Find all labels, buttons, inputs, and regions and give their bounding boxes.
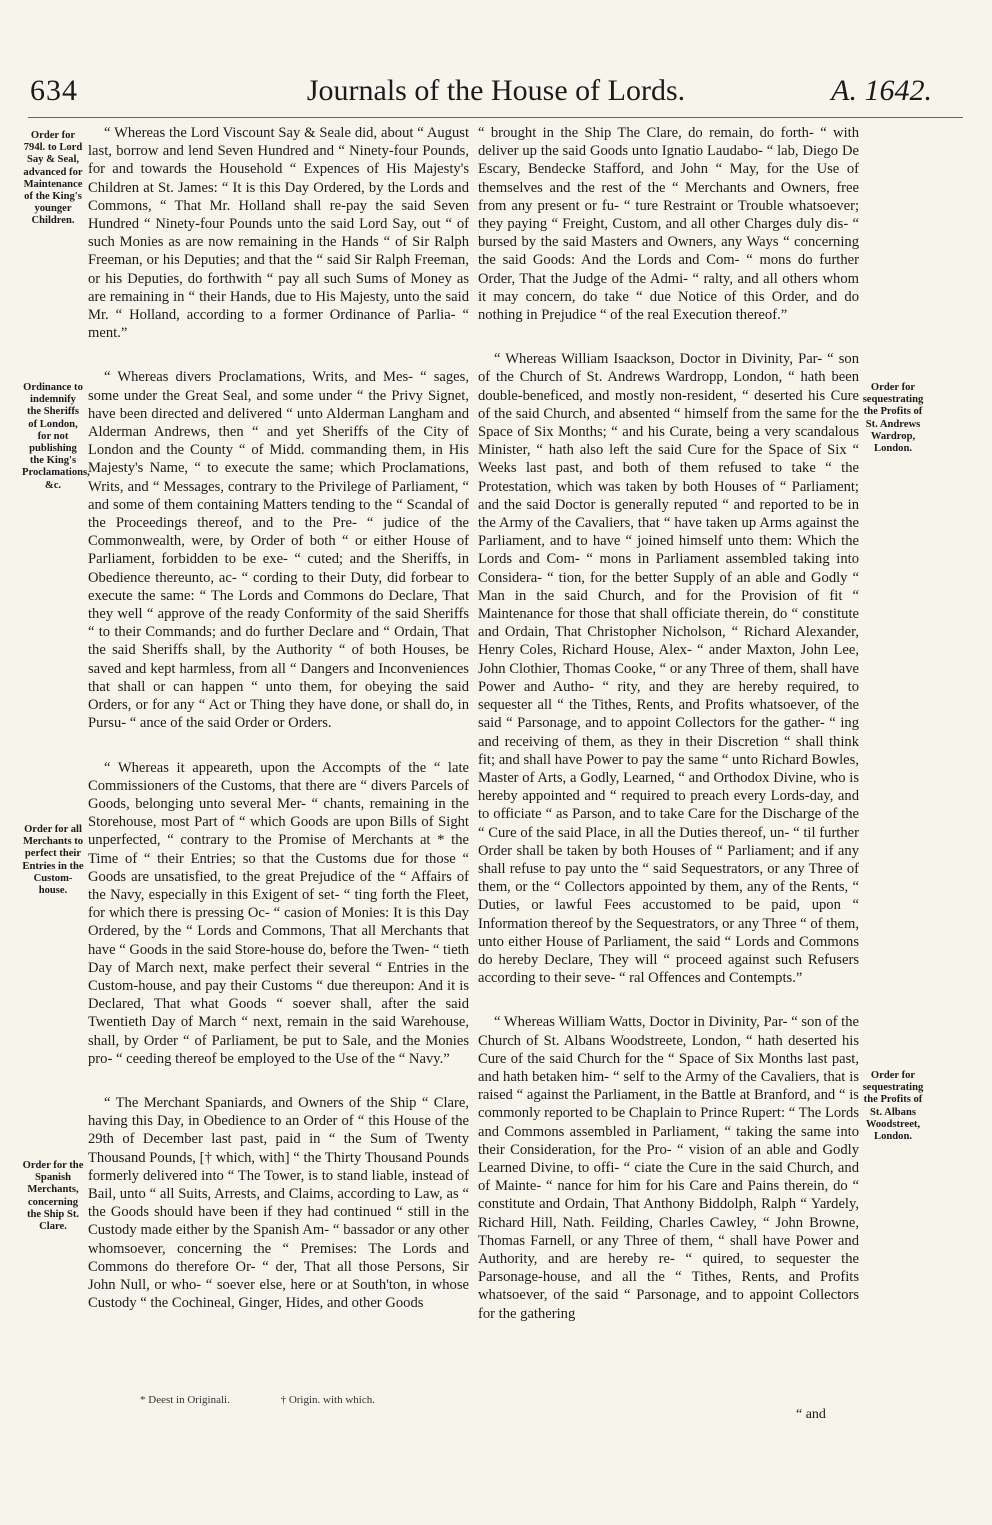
header-rule: [28, 117, 963, 118]
paragraph-custom-house: “ Whereas it appeareth, upon the Accompts of the “ late Commissioners of the Customs, that there are “ divers Parcels of Goods, belonging unto several Mer- “ chants, remaining in the Storehouse, most Part of “ which Goods are upon Bills of Sight unperfected, “ contrary to the Promise of Merchants at * the Time of “ their Entries; so that the Customs due for those “ Goods are unsatisfied, to the great Prejudice of the “ Affairs of the Navy, especially in this Exigent of set- “ ting forth the Fleet, for which there is pressing Oc- “ casion of Monies: It is this Day Ordered, by the “ Lords and Commons, That all Merchants that have “ Goods in the said Store-house do, before the Twen- “ tieth Day of March next, make perfect their several “ Entries in the Custom-house, and pay their Customs “ due thereupon: And it is Declared, That what Goods “ soever shall, after the said Twentieth Day of March “ next, remain in the said Warehouse, shall, by Order “ of Parliament, be put to Sale, and the Monies pro- “ ceeding thereof be employed to the Use of the “ Navy.”: [88, 759, 469, 1067]
margin-note-lord-say: Order for 794l. to Lord Say & Seal, advanced for Maintenance of the King's younger Children.: [23, 130, 83, 227]
paragraph-spanish-merchants: “ The Merchant Spaniards, and Owners of the Ship “ Clare, having this Day, in Obedience to an Order of “ this House of the 29th of December last past, paid in “ the Sum of Twenty Thousand Pounds, [† which, with] “ the Thirty Thousand Pounds formerly delivered into “ The Tower, is to stand liable, instead of Bail, unto “ all Suits, Arrests, and Claims, according to Law, as “ the Goods should have been if they had continued “ still in the Custody made either by the Spanish Am- “ bassador or any other whomsoever, concerning the “ Premises: The Lords and Commons do therefore Or- “ der, That all those Persons, Sir John Null, or who- “ soever else, here or at South'ton, in whose Custody “ the Cochineal, Ginger, Hides, and other Goods: [88, 1094, 469, 1312]
paragraph-st-albans: “ Whereas William Watts, Doctor in Divinity, Par- “ son of the Church of St. Albans Woodstreete, London, “ hath deserted his Cure of the said Church for the “ Space of Six Months last past, and hath betaken him- “ self to the Army of the Cavaliers, that is raised “ against the Parliament, in the Battle at Branford, and “ is commonly reported to be Chaplain to Prince Rupert: “ The Lords and Commons assembled in Parliament, “ taking the same into their Consideration, for the Pro- “ vision of an able and Godly Learned Divine, to offi- “ ciate the Cure in the said Church, and of Mainte- “ nance for him for his Care and Pains therein, do “ constitute and Ordain, That Anthony Biddolph, Ralph “ Yardely, Richard Hill, Nath. Feilding, Charles Cawley, “ John Browne, Thomas Farnell, or any Three of them, “ shall have Power and Authority, and are hereby re- “ quired, to sequester the Parsonage-house, and all the “ Tithes, Rents, and Profits whatsoever, of the said “ Parsonage, and to appoint Collectors for the gathering: [478, 1014, 859, 1322]
page-header: [0, 74, 992, 114]
margin-note-sheriffs: Ordinance to indemnify the Sheriffs of London, for not publishing the King's Proclamations, &c.: [22, 382, 90, 491]
footnote-origin: † Origin. with which.: [280, 1394, 375, 1406]
left-column: [88, 124, 469, 1324]
paragraph-lord-say: “ Whereas the Lord Viscount Say & Seale did, about “ August last, borrow and lend Seven Hundred and “ Ninety-four Pounds, for and towards the Household “ Expences of His Majesty's Children at St. James: “ It is this Day Ordered, by the Lords and Commons, “ That Mr. Holland shall re-pay the said Seven Hundred “ Ninety-four Pounds unto the said Lord Say, out “ of such Monies as are now remaining in the Hands “ of Sir Ralph Freeman, or his Deputies; and that the “ said Sir Ralph Freeman, or his Deputies, do forthwith “ pay all such Sums of Money as are remaining in “ their Hands, due to His Majesty, unto the said Mr. “ Holland, according to a former Ordinance of Parlia- “ ment.”: [88, 125, 469, 342]
footnote-deest: * Deest in Originali.: [140, 1394, 230, 1406]
margin-note-st-andrews: Order for sequestrating the Profits of St. Andrews Wardrop, London.: [862, 382, 924, 455]
page-number: 634: [30, 74, 78, 107]
catchword: “ and: [796, 1407, 826, 1422]
page-title: Journals of the House of Lords.: [306, 74, 686, 107]
paragraph-sheriffs: “ Whereas divers Proclamations, Writs, and Mes- “ sages, some under the Great Seal, and some under “ the Privy Signet, have been directed and delivered “ unto Alderman Langham and Alderman Andrews, then “ and yet Sheriffs of the City of London and the County “ of Midd. commanding them, in His Majesty's Name, “ to execute the same; which Proclamations, Writs, and “ Messages, contrary to the Privilege of Parliament, “ and some of them containing Matters tending to the “ Scandal of the Proceedings thereof, and to the Pre- “ judice of the Commonwealth, were, by Order of both “ or either House of Parliament, forbidden to be exe- “ cuted; and the Sheriffs, in Obedience thereunto, ac- “ cording to their Duty, did forbear to execute the same: “ The Lords and Commons do Declare, That they well “ approve of the ready Conformity of the said Sheriffs “ to their Commands; and do further Declare and “ Ordain, That the said Sheriffs shall, by the Authority “ of both Houses, be saved and kept harmless, from all “ Dangers and Inconveniences that shall or can happen “ unto them, for obeying the said Orders, or for any “ Act or Thing they have done, or shall do, in Pursu- “ ance of the said Order or Orders.: [88, 369, 469, 732]
paragraph-ship-clare-continued: “ brought in the Ship The Clare, do remain, do forth- “ with deliver up the said Goods unto Ignatio Laudabo- “ lab, Diego De Escary, Bendecke Stafford, and John “ May, for the Use of themselves and the rest of the “ Merchants and Owners, free from any present or fu- “ ture Restraint or Trouble whatsoever; they paying “ Freight, Custom, and all other Charges duly dis- “ bursed by the said Masters and Owners, any Ways “ concerning the said Goods: And the Lords and Com- “ mons do further Order, That the Judge of the Admi- “ ralty, and all others whom it may concern, do take “ due Notice of this Order, and do nothing in Prejudice “ of the real Execution thereof.”: [478, 125, 859, 324]
paragraph-st-andrews: “ Whereas William Isaackson, Doctor in Divinity, Par- “ son of the Church of St. Andrews Wardropp, London, “ hath been double-beneficed, and mostly non-resident, “ deserted his Cure of the said Church, and absented “ himself from the same for the Space of Six Months; “ and his Curate, being a very scandalous Minister, “ hath also left the said Cure for the Space of Six “ Weeks last past, and both of them refused to take “ the Protestation, which was taken by both Houses of “ Parliament; and the said Doctor is generally reputed “ and reported to be in the Army of the Cavaliers, that “ have taken up Arms against the Parliament, and to have “ joined himself unto them: Which the Lords and Com- “ mons in Parliament assembled taking into Considera- “ tion, for the better Supply of an able and Godly “ Man in the said Church, and for the Provision of fit “ Maintenance for those that shall officiate therein, do “ constitute and Ordain, That Christopher Nicholson, “ Richard Alexander, Henry Coles, Richard House, Alex- “ ander Maxton, John Lee, John Clothier, Thomas Cooke, “ or any Three of them, shall have Power and Autho- “ rity, and they are hereby required, to sequester all “ the Tithes, Rents, and Profits whatsoever, of the said “ Parsonage, and to appoint Collectors for the gather- “ ing and receiving of them, as they in their Discretion “ shall think fit; and shall have Power to pay the same “ unto Richard Bowles, Master of Arts, a Godly, Learned, “ and Orthodox Divine, who is hereby appointed and “ required to preach every Lords-day, and to officiate “ as Parson, and to take Care for the Discharge of the “ Cure of the said Place, in all the Duties thereof, un- “ til further Order shall be taken by both Houses of “ Parliament; and if any shall refuse to pay unto the “ said Sequestrators, or any Three of them, or the “ Collectors appointed by them, any of the Rents, “ Duties, or lawful Fees accustomed to be paid, upon “ Information thereof by the Sequestrators, or any Three “ of them, unto either House of Parliament, the said “ Lords and Commons do hereby Declare, They will “ proceed against such Refusers according to their seve- “ ral Offences and Contempts.”: [478, 351, 859, 987]
right-column: [478, 124, 859, 1335]
margin-note-st-albans: Order for sequestrating the Profits of St. Albans Woodstreet, London.: [862, 1070, 924, 1143]
footnotes: [140, 1394, 423, 1406]
page-year: A. 1642.: [831, 74, 932, 107]
margin-note-custom-house: Order for all Merchants to perfect their Entries in the Custom-house.: [22, 824, 84, 897]
margin-note-spanish-merchants: Order for the Spanish Merchants, concerning the Ship St. Clare.: [22, 1160, 84, 1233]
